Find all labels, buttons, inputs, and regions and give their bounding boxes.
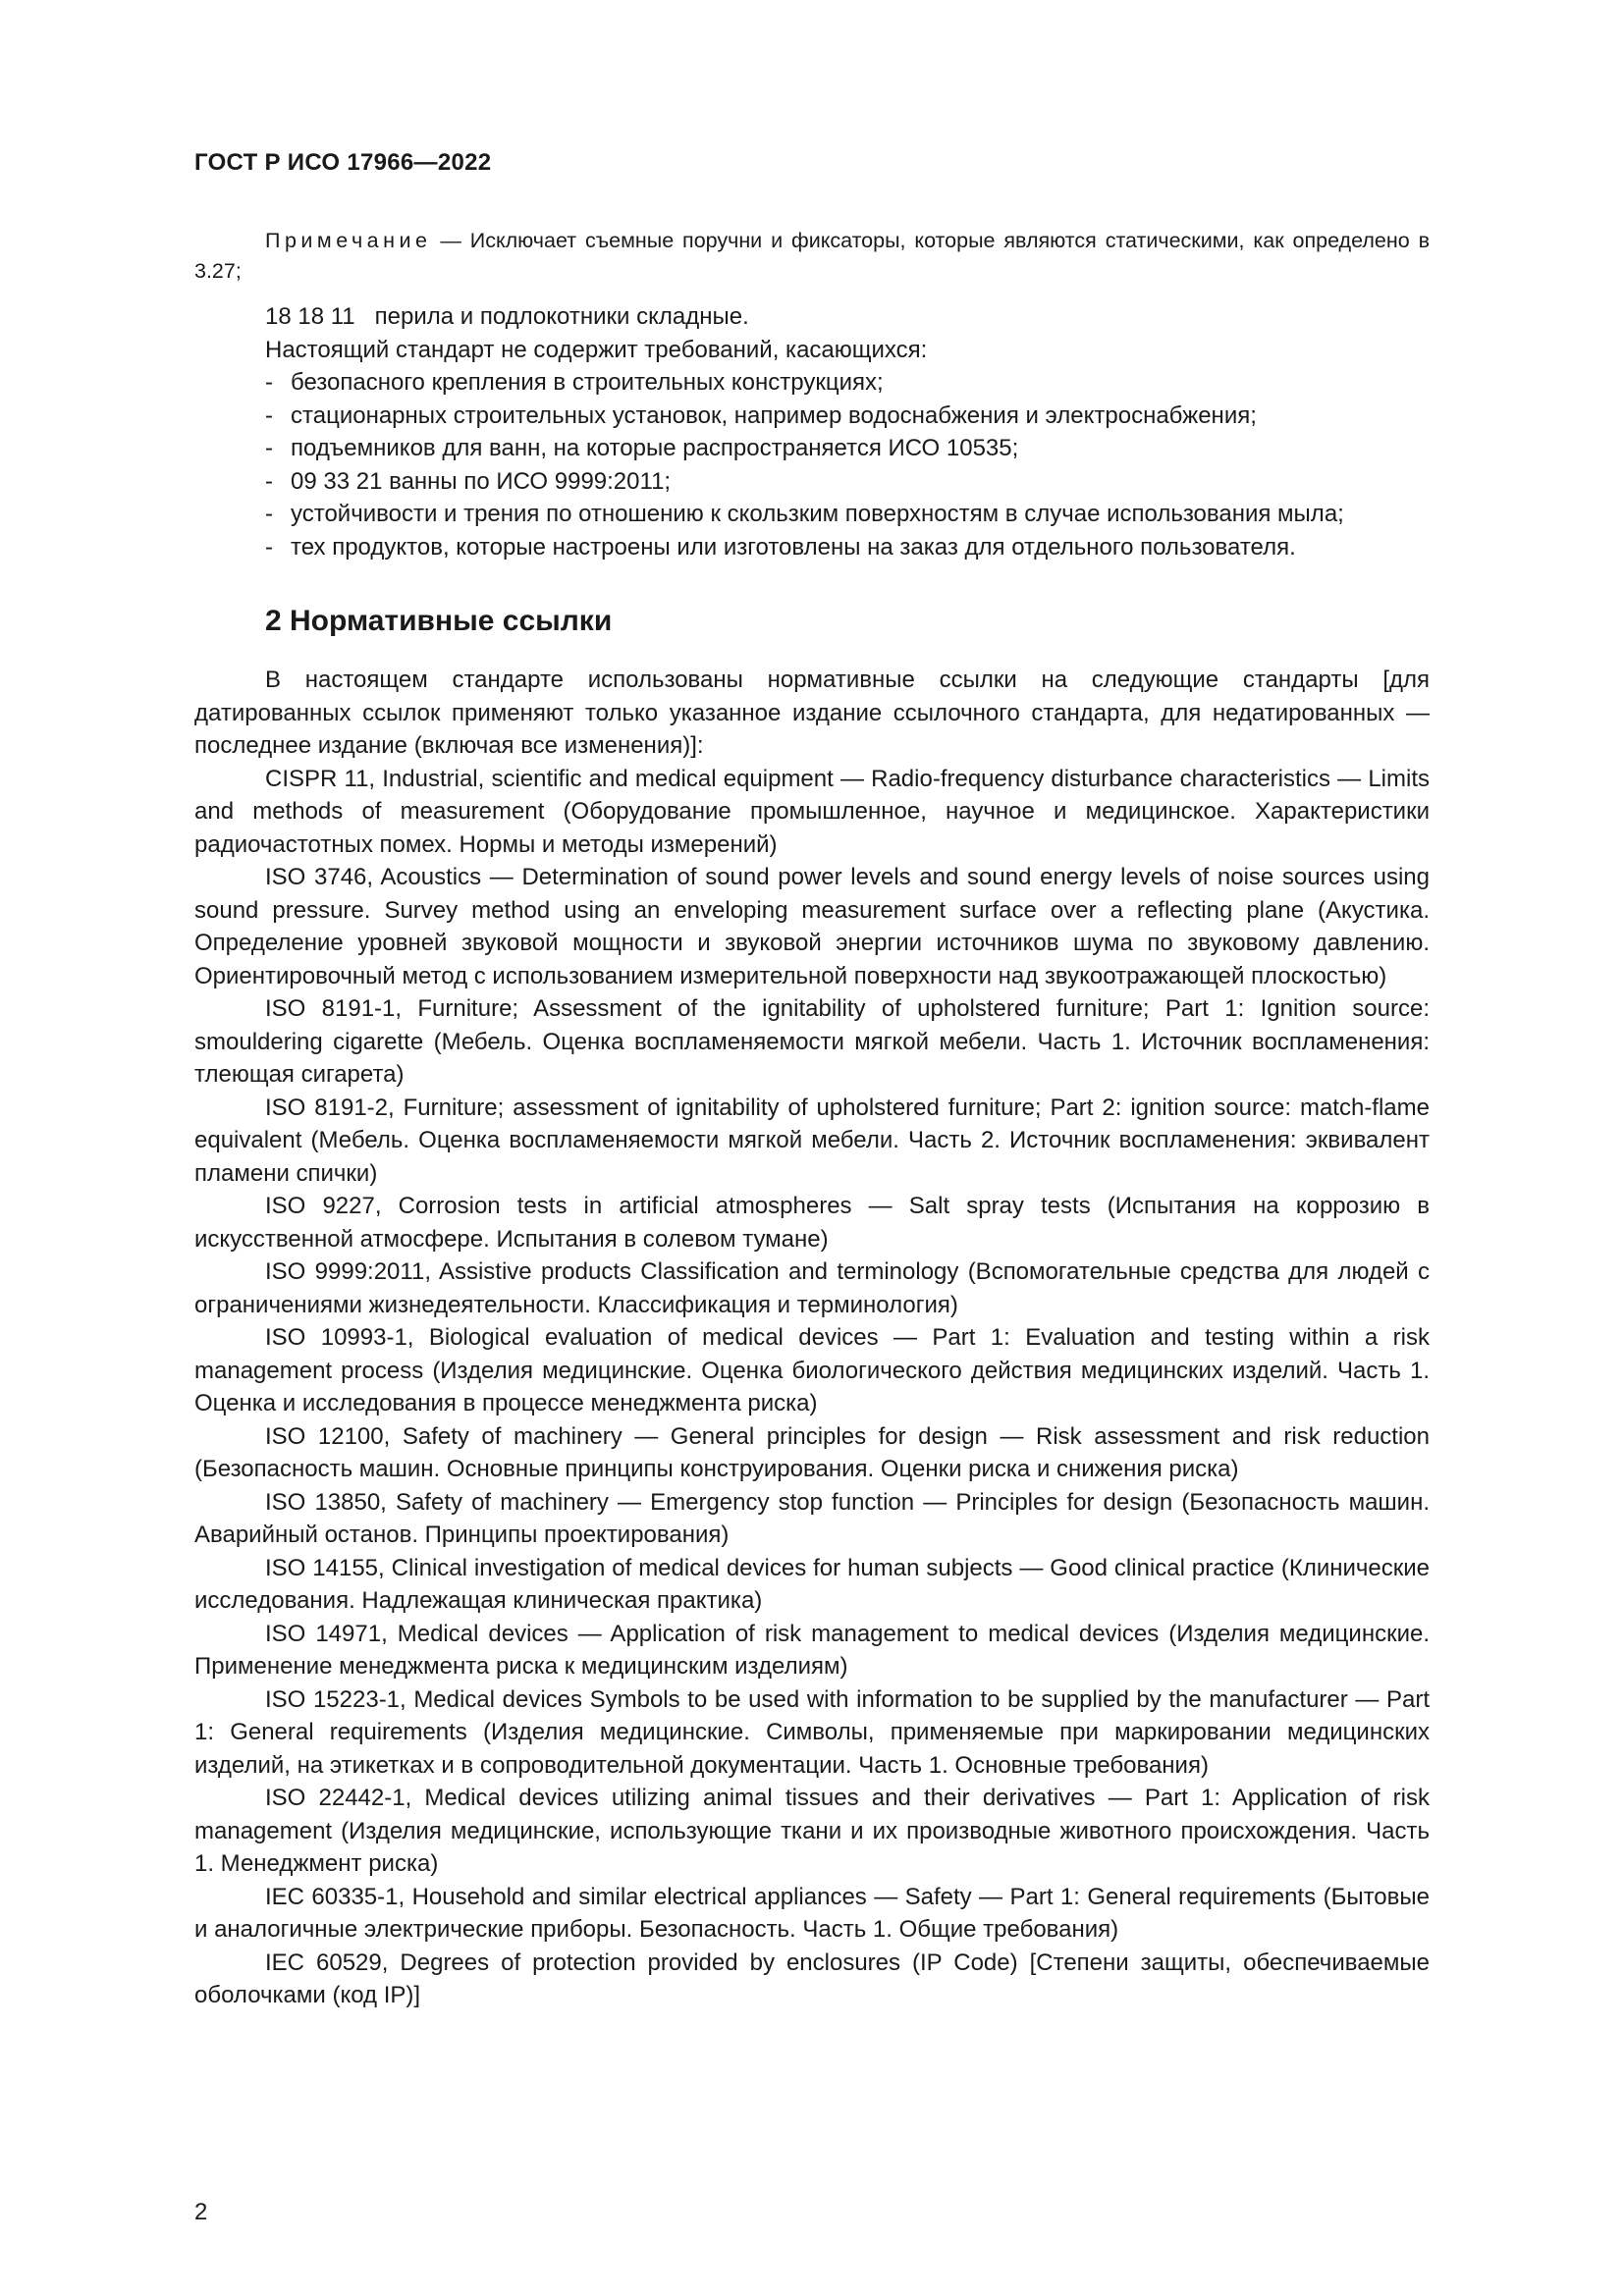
reference-entry: ISO 8191-2, Furniture; assessment of ignitability of upholstered furniture; Part 2: ignition source: match-flame equivalent (Мебель. Оценка воспламеняемости мягкой мебели. Часть 2. Источник воспламенения: эквивалент пламени спички) [194,1094,1430,1187]
reference-entry: ISO 15223-1, Medical devices Symbols to be used with information to be supplied by the manufacturer — Part 1: General requirements (Изделия медицинские. Символы, применяемые при маркировании медицинских изделий, на этикетках и в сопроводительной документации. Часть 1. Основные требования) [194,1685,1430,1779]
list-item: - 09 33 21 ванны по ИСО 9999:2011; [265,465,1430,499]
section-heading: 2 Нормативные ссылки [265,605,613,637]
note-block [194,226,1430,287]
list-item: - безопасного крепления в строительных конструкциях; [265,366,1430,400]
references-intro: В настоящем стандарте использованы нормативные ссылки на следующие стандарты [для датированных ссылок применяют только указанное издание ссылочного стандарта, для недатированных — последнее издание (включая все изменения)]: [194,667,1430,759]
list-item: - устойчивости и трения по отношению к скользким поверхностям в случае использования мыла; [265,498,1430,531]
reference-entry: ISO 10993-1, Biological evaluation of medical devices — Part 1: Evaluation and testing within a risk management process (Изделия медицинские. Оценка биологического действия медицинских изделий. Часть 1. Оценка и исследования в процессе менеджмента риска) [194,1324,1430,1416]
scope-exclusions-intro: Настоящий стандарт не содержит требований, касающихся: [265,336,928,363]
list-item: - тех продуктов, которые настроены или изготовлены на заказ для отдельного пользователя. [265,531,1430,564]
note-paragraph [194,226,1430,287]
note-label: Примечание [265,229,432,252]
reference-entry: IEC 60529, Degrees of protection provided by enclosures (IP Code) [Степени защиты, обеспечиваемые оболочками (код IP)] [194,1949,1430,2008]
list-item: - стационарных строительных установок, например водоснабжения и электроснабжения; [265,400,1430,433]
reference-entry: ISO 13850, Safety of machinery — Emergency stop function — Principles for design (Безопасность машин. Аварийный останов. Принципы проектирования) [194,1488,1430,1548]
reference-entry: ISO 14971, Medical devices — Application of risk management to medical devices (Изделия медицинские. Применение менеджмента риска к медицинским изделиям) [194,1620,1430,1680]
list-item: - подъемников для ванн, на которые распространяется ИСО 10535; [265,432,1430,465]
scope-exclusions-list [265,366,1430,563]
document-code-header: ГОСТ Р ИСО 17966—2022 [194,149,492,176]
reference-entry: ISO 8191-1, Furniture; Assessment of the ignitability of upholstered furniture; Part 1: Ignition source: smouldering cigarette (Мебель. Оценка воспламеняемости мягкой мебели. Часть 1. Источник воспламенения: тлеющая сигарета) [194,995,1430,1088]
normative-references [194,664,1430,2012]
scope-block [265,300,1430,563]
reference-entry: ISO 22442-1, Medical devices utilizing animal tissues and their derivatives — Part 1: Application of risk management (Изделия медицинские, использующие ткани и их производные животного происхождения. Часть 1. Менеджмент риска) [194,1785,1430,1877]
reference-entry: ISO 9999:2011, Assistive products Classification and terminology (Вспомогательные средства для людей с ограничениями жизнедеятельности. Классификация и терминология) [194,1258,1430,1318]
reference-entry: ISO 14155, Clinical investigation of medical devices for human subjects — Good clinical practice (Клинические исследования. Надлежащая клиническая практика) [194,1554,1430,1614]
reference-entry: IEC 60335-1, Household and similar electrical appliances — Safety — Part 1: General requirements (Бытовые и аналогичные электрические приборы. Безопасность. Часть 1. Общие требования) [194,1883,1430,1943]
page-number: 2 [194,2199,208,2225]
note-text: — Исключает съемные поручни и фиксаторы, которые являются статическими, как определено в 3.27; [194,229,1430,283]
reference-entry: ISO 9227, Corrosion tests in artificial atmospheres — Salt spray tests (Испытания на коррозию в искусственной атмосфере. Испытания в солевом тумане) [194,1193,1430,1253]
reference-entry: ISO 12100, Safety of machinery — General principles for design — Risk assessment and risk reduction (Безопасность машин. Основные принципы конструирования. Оценки риска и снижения риска) [194,1422,1430,1482]
scope-item-18-18-11: 18 18 11 перила и подлокотники складные. [265,303,749,330]
reference-entry: CISPR 11, Industrial, scientific and medical equipment — Radio-frequency disturbance characteristics — Limits and methods of measurement (Оборудование промышленное, научное и медицинское. Характеристики радиочастотных помех. Нормы и методы измерений) [194,765,1430,858]
reference-entry: ISO 3746, Acoustics — Determination of sound power levels and sound energy levels of noise sources using sound pressure. Survey method using an enveloping measurement surface over a reflecting plane (Акустика. Определение уровней звуковой мощности и звуковой энергии источников шума по звуковому давлению. Ориентировочный метод с использованием измерительной поверхности над звукоотражающей плоскостью) [194,864,1430,989]
